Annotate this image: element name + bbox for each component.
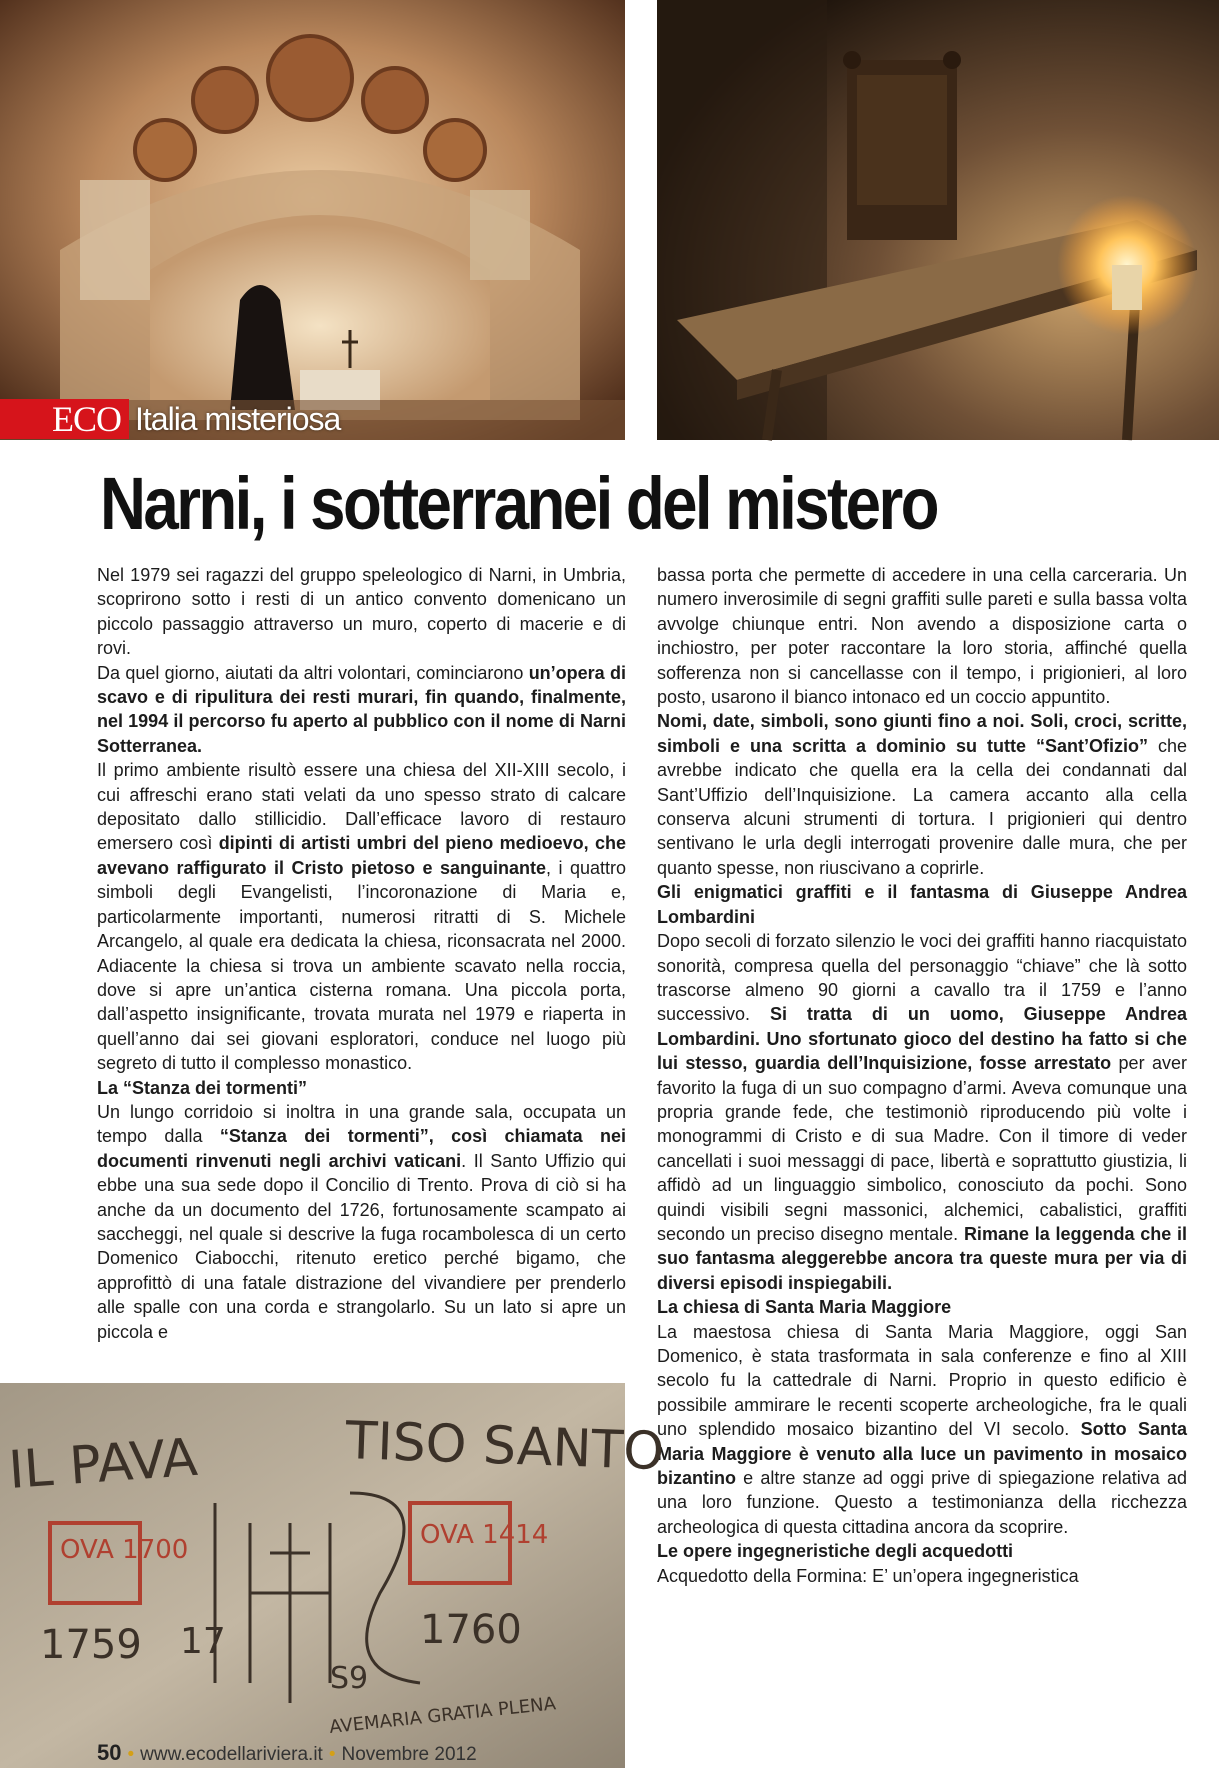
torture-room-photo xyxy=(657,0,1219,440)
bold-text: Si tratta di un uomo, Giuseppe Andrea Lombardini. Uno sfortunato gioco del destino ha fatto si che lui stesso, guardia dell’Inquisizione, fosse arrestato xyxy=(657,1004,1187,1074)
paragraph xyxy=(657,1564,1187,1588)
text-run: La chiesa di Santa Maria Maggiore xyxy=(657,1297,952,1318)
graffiti-wall-photo xyxy=(0,1383,666,1768)
graffiti-text: 17 xyxy=(180,1621,226,1662)
bold-text: Nomi, date, simboli, sono giunti fino a noi. Soli, croci, scritte, simboli e una scritta a dominio su tutte “Sant’Ofizio” xyxy=(657,711,1187,756)
text-run: Gli enigmatici graffiti e il fantasma di Giuseppe Andrea Lombardini xyxy=(657,882,1187,927)
text-run: Acquedotto della Formina: E’ un’opera ingegneristica xyxy=(657,1565,1079,1586)
bold-text: Rimane la leggenda che il suo fantasma aleggerebbe ancora tra queste mura per via di diversi episodi inspiegabili. xyxy=(657,1223,1187,1293)
text-run: , i quattro simboli degli Evangelisti, l’incoronazione di Maria e, particolarmente importanti, numerosi ritratti di S. Michele Arcangelo, al quale era dedicata la chiesa, riconsacrata nel 2000. Adiacente la chiesa si trova un ambiente scavato nella roccia, dove si apre un’antica cisterna romana. Una piccola porta, dall’aspetto insignificante, trovata murata nel 1979 e riaperta in quell’anno dai sei giovani esploratori, conduce nel luogo più segreto di tutto il complesso monastico. xyxy=(97,857,626,1074)
left-column xyxy=(97,563,626,1344)
paragraph xyxy=(657,563,1187,709)
text-run: Dopo secoli di forzato silenzio le voci dei graffiti hanno riacquistato sonorità, compresa quella del personaggio “chiave” che là sotto trascorse almeno 90 giorni a cavallo tra il 1759 e l’anno successivo. xyxy=(657,931,1187,1025)
subheading xyxy=(97,1076,626,1100)
bold-text: “Stanza dei tormenti”, così chiamata nei documenti rinvenuti negli archivi vaticani xyxy=(97,1126,626,1171)
eco-logo: ECO xyxy=(0,399,129,439)
site-url[interactable]: www.ecodellariviera.it xyxy=(140,1744,323,1765)
text-run: Da quel giorno, aiutati da altri volontari, cominciarono xyxy=(97,662,529,683)
paragraph xyxy=(97,563,626,661)
text-run: Le opere ingegneristiche degli acquedotti xyxy=(657,1541,1014,1562)
paragraph xyxy=(657,1320,1187,1540)
paragraph xyxy=(97,1100,626,1344)
section-label xyxy=(0,399,420,439)
graffiti-text: AVEMARIA GRATIA PLENA xyxy=(328,1693,557,1738)
bold-text: Sotto Santa Maria Maggiore è venuto alla luce un pavimento in mosaico bizantino xyxy=(657,1419,1187,1489)
subheading xyxy=(657,1539,1187,1563)
graffiti-text: 1759 xyxy=(40,1622,142,1668)
text-run: e altre stanze ad oggi prive di spiegazione relativa ad una loro funzione. Questo a testimonianza della ricchezza archeologica di questa cittadina ancora da scoprire. xyxy=(657,1468,1187,1537)
paragraph xyxy=(97,661,626,759)
bold-text: dipinti di artisti umbri del pieno medioevo, che avevano raffigurato il Cristo pietoso e sanguinante xyxy=(97,833,626,878)
graffiti-text: S9 xyxy=(330,1661,369,1696)
paragraph xyxy=(657,929,1187,1295)
page-footer: 50 • www.ecodellariviera.it • Novembre 2012 xyxy=(97,1740,477,1765)
issue-date: Novembre 2012 xyxy=(341,1744,477,1765)
subheading xyxy=(657,880,1187,929)
text-run: Nel 1979 sei ragazzi del gruppo speleologico di Narni, in Umbria, scoprirono sotto i resti di un antico convento domenicano un piccolo passaggio attraverso un muro, coperto di macerie e di rovi. xyxy=(97,565,626,659)
paragraph xyxy=(657,709,1187,880)
graffiti-text: 1760 xyxy=(420,1607,522,1653)
text-run: Un lungo corridoio si inoltra in una grande sala, occupata un tempo dalla xyxy=(97,1101,626,1147)
right-column xyxy=(657,563,1187,1588)
section-label-text: Italia misteriosa xyxy=(135,401,341,437)
page-number: 50 xyxy=(97,1740,122,1765)
bold-text: un’opera di scavo e di ripulitura dei resti murari, fin quando, finalmente, nel 1994 il percorso fu aperto al pubblico con il nome di Narni Sotterranea. xyxy=(97,662,626,756)
text-run: . Il Santo Uffizio qui ebbe una sua sede dopo il Concilio di Trento. Prova di ciò si ha anche da un documento del 1726, fortunosamente scampato ai saccheggi, nel quale si descrive la fuga rocambolesca di un certo Domenico Ciabocchi, ritenuto eretico perché bigamo, che approfittò di una fatale distrazione del vivandiere per prenderlo alle spalle con una corda e strangolarlo. Su un lato si apre un piccola e xyxy=(97,1150,626,1342)
graffiti-text: TISO SANTO xyxy=(344,1411,666,1483)
headline: Narni, i sotterranei del mistero xyxy=(100,462,937,545)
text-run: La maestosa chiesa di Santa Maria Maggiore, oggi San Domenico, è stata trasformata in sala conferenze e fino al XIII secolo fu la cattedrale di Narni. Proprio in questo edificio è possibile ammirare le recenti scoperte archeologiche, fra le quali uno splendido mosaico bizantino del VI secolo. xyxy=(657,1321,1187,1440)
graffiti-text: OVA 1700 xyxy=(60,1535,189,1565)
paragraph xyxy=(97,758,626,1075)
text-run: che avrebbe indicato che quella era la cella dei condannati dal Sant’Uffizio dell’Inquisizione. La camera accanto alla cella conserva alcuni strumenti di tortura. I prigionieri qui dentro sentivano le urla degli interrogati provenire dalle mura, che per quanto spesse, non riuscivano a coprirle. xyxy=(657,735,1187,878)
graffiti-text: OVA 1414 xyxy=(420,1520,549,1550)
text-run: Il primo ambiente risultò essere una chiesa del XII-XIII secolo, i cui affreschi erano stati velati da uno spesso strato di calcare depositato dallo stillicidio. Dall’efficace lavoro di restauro emersero così xyxy=(97,760,626,854)
graffiti-text: IL PAVA xyxy=(6,1427,200,1501)
subheading xyxy=(657,1295,1187,1319)
text-run: per aver favorito la fuga di un suo compagno d’armi. Aveva comunque una propria grande fede, che testimoniò riproducendo più volte i monogrammi di Cristo e di sua Madre. Con il timore di veder cancellati i suoi messaggi di pace, libertà e soprattutto giustizia, li affidò ad un linguaggio simbolico, conosciuto da pochi. Sono quindi visibili segni massonici, alchemici, cabalistici, graffiti secondo un preciso disegno mentale. xyxy=(657,1053,1187,1244)
crypt-fresco-photo xyxy=(0,0,625,440)
text-run: La “Stanza dei tormenti” xyxy=(97,1077,308,1098)
text-run: bassa porta che permette di accedere in una cella carceraria. Un numero inverosimile di segni graffiti sulle pareti e sulla bassa volta avvolge chiunque entri. Non avendo a disposizione carta o inchiostro, per poter raccontare la loro storia, affinché quella sofferenza non si cancellasse con il tempo, i prigionieri, al loro posto, usarono il bianco intonaco ed un coccio appuntito. xyxy=(657,565,1187,708)
